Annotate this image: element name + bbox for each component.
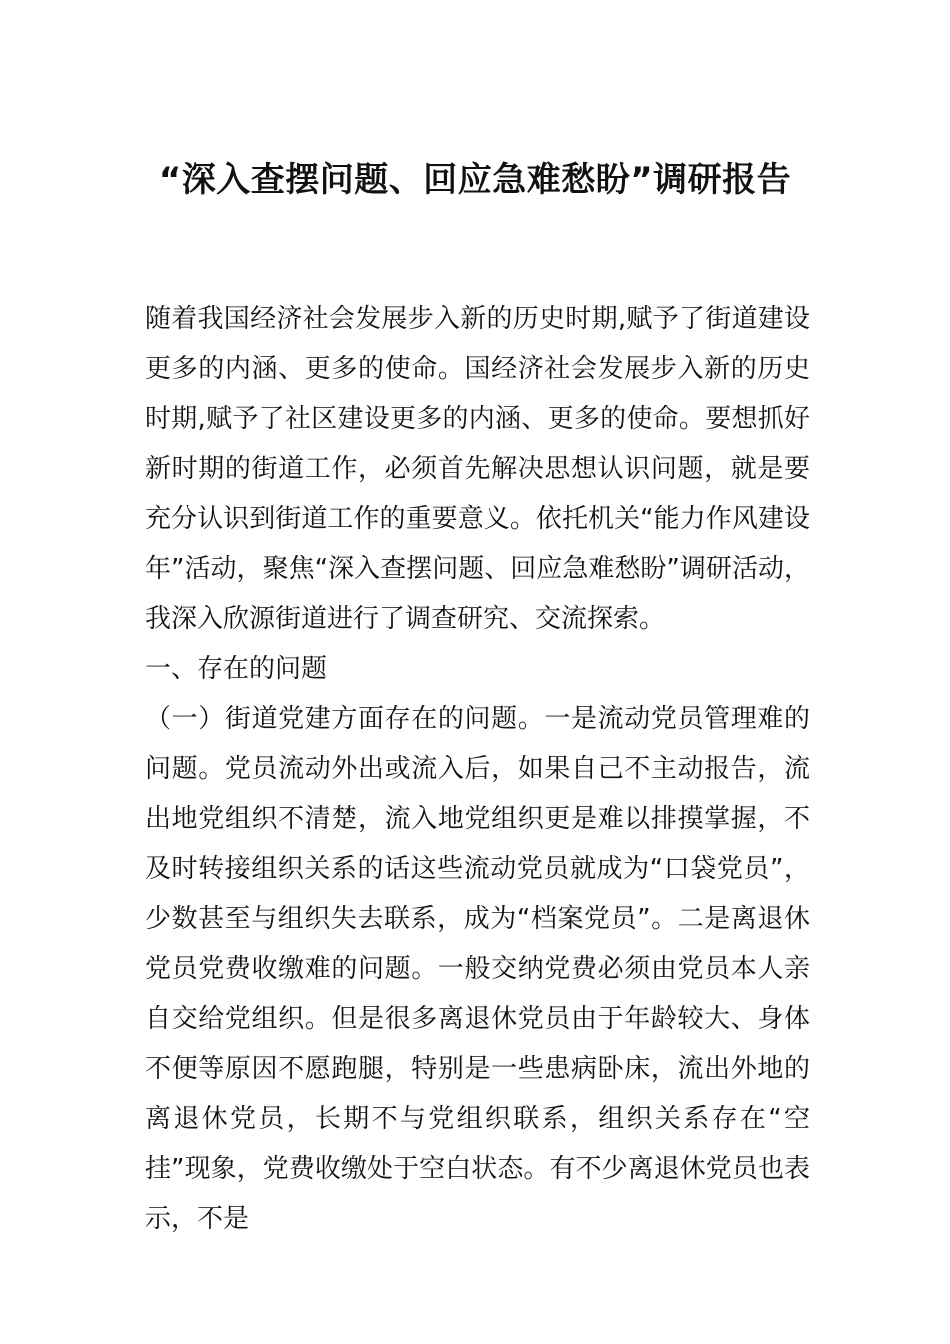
document-title: “深入查摆问题、回应急难愁盼”调研报告 <box>158 160 792 200</box>
document-body <box>145 294 810 1244</box>
section-heading: 一、存在的问题 <box>145 654 328 684</box>
body-paragraph: （一）街道党建方面存在的问题。一是流动党员管理难的问题。党员流动外出或流入后，如果自己不主动报告，流出地党组织不清楚，流入地党组织更是难以排摸掌握，不及时转接组织关系的话这些流动党员就成为“口袋党员”，少数甚至与组织失去联系，成为“档案党员”。二是离退休党员党费收缴难的问题。一般交纳党费必须由党员本人亲自交给党组织。但是很多离退休党员由于年龄较大、身体不便等原因不愿跑腿，特别是一些患病卧床，流出外地的离退休党员，长期不与党组织联系，组织关系存在“空挂”现象，党费收缴处于空白状态。有不少离退休党员也表示，不是 <box>145 704 810 1234</box>
intro-paragraph: 随着我国经济社会发展步入新的历史时期,赋予了街道建设更多的内涵、更多的使命。国经济社会发展步入新的历史时期,赋予了社区建设更多的内涵、更多的使命。要想抓好新时期的街道工作，必须首先解决思想认识问题，就是要充分认识到街道工作的重要意义。依托机关“能力作风建设年”活动，聚焦“深入查摆问题、回应急难愁盼”调研活动，我深入欣源街道进行了调查研究、交流探索。 <box>145 304 810 634</box>
